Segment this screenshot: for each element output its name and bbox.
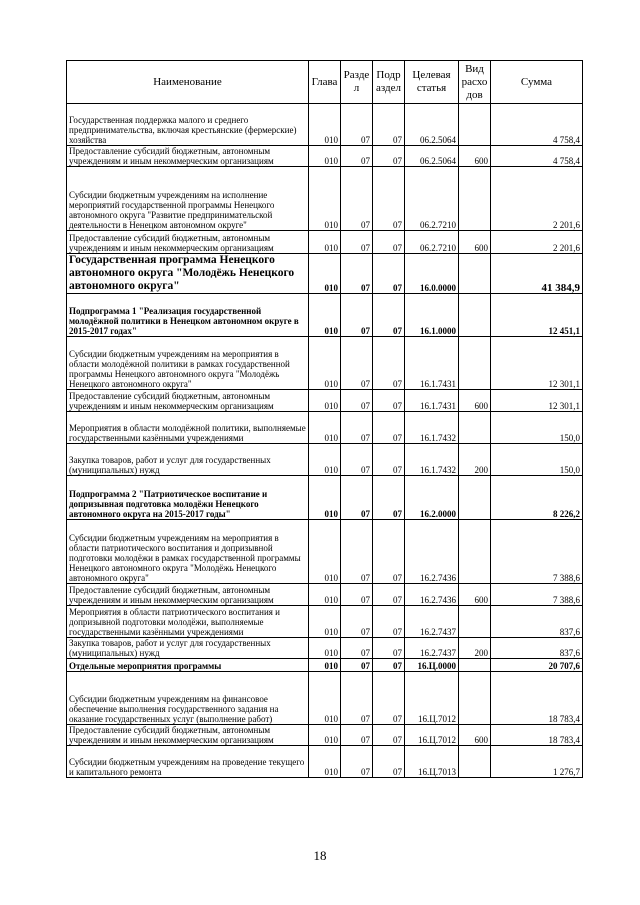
- row-name: Субсидии бюджетным учреждениям на проведение текущего и капитального ремонта: [67, 746, 309, 778]
- row-target: 06.2.5064: [405, 146, 459, 167]
- row-sum: 41 384,9: [491, 254, 583, 294]
- row-name: Подпрограмма 1 "Реализация государственной молодёжной политики в Ненецком автономном округе в 2015-2017 годах": [67, 294, 309, 337]
- row-section: 07: [341, 659, 373, 672]
- budget-table: [66, 60, 583, 778]
- page-number: 18: [313, 848, 327, 863]
- row-section: 07: [341, 672, 373, 725]
- row-target: 16.2.7436: [405, 520, 459, 584]
- row-section: 07: [341, 167, 373, 231]
- row-name: Субсидии бюджетным учреждениям на мероприятия в области патриотического воспитания и допризывной подготовки молодёжи в рамках государственной программы Ненецкого автономного округа "Молодёжь Ненецкого автономного округа": [67, 520, 309, 584]
- row-subsection: 07: [373, 476, 405, 520]
- row-subsection: 07: [373, 254, 405, 294]
- table-header-row: [67, 61, 583, 104]
- row-type: [459, 412, 491, 444]
- row-target: 16.1.7431: [405, 337, 459, 390]
- row-subsection: 07: [373, 606, 405, 638]
- row-type: 600: [459, 231, 491, 254]
- row-section: 07: [341, 390, 373, 412]
- row-section: 07: [341, 520, 373, 584]
- row-target: 16.2.7437: [405, 638, 459, 659]
- row-section: 07: [341, 294, 373, 337]
- table-row: [67, 584, 583, 606]
- table-row: [67, 294, 583, 337]
- row-name: Государственная поддержка малого и среднего предпринимательства, включая крестьянские (фермерские) хозяйства: [67, 104, 309, 146]
- row-type: [459, 606, 491, 638]
- row-section: 07: [341, 444, 373, 476]
- row-target: 16.2.0000: [405, 476, 459, 520]
- row-target: 16.2.7437: [405, 606, 459, 638]
- row-sum: 12 301,1: [491, 390, 583, 412]
- table-row: [67, 104, 583, 146]
- header-section: Разде л: [341, 61, 373, 104]
- row-chapter: 010: [309, 520, 341, 584]
- row-chapter: 010: [309, 337, 341, 390]
- row-chapter: 010: [309, 672, 341, 725]
- table-row: [67, 444, 583, 476]
- row-type: 600: [459, 584, 491, 606]
- row-sum: 4 758,4: [491, 104, 583, 146]
- table-row: [67, 725, 583, 746]
- row-sum: 837,6: [491, 638, 583, 659]
- row-name: Субсидии бюджетным учреждениям на исполнение мероприятий государственной программы Ненецкого автономного округа "Развитие предпринимательской деятельности в Ненецком автономном округе": [67, 167, 309, 231]
- row-type: [459, 294, 491, 337]
- row-name: Предоставление субсидий бюджетным, автономным учреждениям и иным некоммерческим организациям: [67, 725, 309, 746]
- row-type: [459, 337, 491, 390]
- row-name: Подпрограмма 2 "Патриотическое воспитание и допризывная подготовка молодёжи Ненецкого автономного округа на 2015-2017 годы": [67, 476, 309, 520]
- table-row: [67, 638, 583, 659]
- row-type: [459, 746, 491, 778]
- row-chapter: 010: [309, 104, 341, 146]
- row-name: Субсидии бюджетным учреждениям на финансовое обеспечение выполнения государственного задания на оказание государственных услуг (выполнение работ): [67, 672, 309, 725]
- row-sum: 18 783,4: [491, 725, 583, 746]
- row-type: 600: [459, 725, 491, 746]
- table-row: [67, 659, 583, 672]
- table-row: [67, 254, 583, 294]
- row-sum: 7 388,6: [491, 584, 583, 606]
- row-subsection: 07: [373, 672, 405, 725]
- row-section: 07: [341, 606, 373, 638]
- row-subsection: 07: [373, 520, 405, 584]
- row-sum: 837,6: [491, 606, 583, 638]
- row-type: [459, 104, 491, 146]
- row-sum: 8 226,2: [491, 476, 583, 520]
- table-row: [67, 167, 583, 231]
- row-target: 16.1.7432: [405, 412, 459, 444]
- row-target: 16.1.7432: [405, 444, 459, 476]
- row-target: 16.2.7436: [405, 584, 459, 606]
- row-section: 07: [341, 412, 373, 444]
- table-row: [67, 476, 583, 520]
- row-target: 06.2.5064: [405, 104, 459, 146]
- table-row: [67, 520, 583, 584]
- row-chapter: 010: [309, 231, 341, 254]
- row-subsection: 07: [373, 294, 405, 337]
- row-sum: 150,0: [491, 412, 583, 444]
- row-type: 200: [459, 444, 491, 476]
- row-sum: 7 388,6: [491, 520, 583, 584]
- row-name: Мероприятия в области патриотического воспитания и допризывной подготовки молодёжи, выполняемые государственными казёнными учреждениями: [67, 606, 309, 638]
- table-row: [67, 146, 583, 167]
- row-chapter: 010: [309, 444, 341, 476]
- row-subsection: 07: [373, 167, 405, 231]
- row-subsection: 07: [373, 659, 405, 672]
- row-type: [459, 672, 491, 725]
- row-sum: 18 783,4: [491, 672, 583, 725]
- row-subsection: 07: [373, 444, 405, 476]
- row-chapter: 010: [309, 584, 341, 606]
- row-name: Государственная программа Ненецкого автономного округа "Молодёжь Ненецкого автономного округа": [67, 254, 309, 294]
- row-chapter: 010: [309, 746, 341, 778]
- row-section: 07: [341, 231, 373, 254]
- row-subsection: 07: [373, 638, 405, 659]
- row-type: [459, 659, 491, 672]
- row-subsection: 07: [373, 412, 405, 444]
- row-type: 600: [459, 390, 491, 412]
- row-subsection: 07: [373, 146, 405, 167]
- row-chapter: 010: [309, 167, 341, 231]
- row-chapter: 010: [309, 659, 341, 672]
- row-subsection: 07: [373, 390, 405, 412]
- row-section: 07: [341, 337, 373, 390]
- row-sum: 2 201,6: [491, 167, 583, 231]
- row-chapter: 010: [309, 412, 341, 444]
- row-section: 07: [341, 584, 373, 606]
- table-row: [67, 390, 583, 412]
- header-subsection: Подр аздел: [373, 61, 405, 104]
- header-target: Целевая статья: [405, 61, 459, 104]
- row-chapter: 010: [309, 638, 341, 659]
- row-subsection: 07: [373, 746, 405, 778]
- row-chapter: 010: [309, 294, 341, 337]
- row-name: Предоставление субсидий бюджетным, автономным учреждениям и иным некоммерческим организациям: [67, 390, 309, 412]
- row-name: Предоставление субсидий бюджетным, автономным учреждениям и иным некоммерческим организациям: [67, 584, 309, 606]
- table-row: [67, 606, 583, 638]
- table-row: [67, 231, 583, 254]
- row-subsection: 07: [373, 584, 405, 606]
- row-chapter: 010: [309, 476, 341, 520]
- row-target: 16.1.7431: [405, 390, 459, 412]
- row-chapter: 010: [309, 606, 341, 638]
- row-section: 07: [341, 254, 373, 294]
- row-type: 200: [459, 638, 491, 659]
- row-sum: 4 758,4: [491, 146, 583, 167]
- header-sum: Сумма: [491, 61, 583, 104]
- row-sum: 150,0: [491, 444, 583, 476]
- row-section: 07: [341, 146, 373, 167]
- row-subsection: 07: [373, 337, 405, 390]
- row-section: 07: [341, 476, 373, 520]
- row-name: Субсидии бюджетным учреждениям на мероприятия в области молодёжной политики в рамках государственной программы Ненецкого автономного округа "Молодёжь Ненецкого автономного округа": [67, 337, 309, 390]
- header-name: Наименование: [67, 61, 309, 104]
- row-name: Закупка товаров, работ и услуг для государственных (муниципальных) нужд: [67, 638, 309, 659]
- header-type: Вид расхо дов: [459, 61, 491, 104]
- row-chapter: 010: [309, 390, 341, 412]
- row-subsection: 07: [373, 725, 405, 746]
- row-section: 07: [341, 638, 373, 659]
- row-section: 07: [341, 725, 373, 746]
- row-target: 16.0.0000: [405, 254, 459, 294]
- table-row: [67, 746, 583, 778]
- row-target: 06.2.7210: [405, 167, 459, 231]
- row-target: 16.Ц.0000: [405, 659, 459, 672]
- row-type: [459, 520, 491, 584]
- row-sum: 1 276,7: [491, 746, 583, 778]
- table-row: [67, 672, 583, 725]
- row-section: 07: [341, 746, 373, 778]
- row-name: Отдельные мероприятия программы: [67, 659, 309, 672]
- row-type: [459, 167, 491, 231]
- row-sum: 12 451,1: [491, 294, 583, 337]
- row-type: 600: [459, 146, 491, 167]
- row-target: 16.Ц.7013: [405, 746, 459, 778]
- header-chapter: Глава: [309, 61, 341, 104]
- row-subsection: 07: [373, 104, 405, 146]
- row-name: Мероприятия в области молодёжной политики, выполняемые государственными казёнными учреждениями: [67, 412, 309, 444]
- table-row: [67, 337, 583, 390]
- row-name: Закупка товаров, работ и услуг для государственных (муниципальных) нужд: [67, 444, 309, 476]
- row-sum: 12 301,1: [491, 337, 583, 390]
- row-sum: 2 201,6: [491, 231, 583, 254]
- row-target: 16.1.0000: [405, 294, 459, 337]
- row-target: 16.Ц.7012: [405, 725, 459, 746]
- row-name: Предоставление субсидий бюджетным, автономным учреждениям и иным некоммерческим организациям: [67, 231, 309, 254]
- row-name: Предоставление субсидий бюджетным, автономным учреждениям и иным некоммерческим организациям: [67, 146, 309, 167]
- row-chapter: 010: [309, 254, 341, 294]
- row-sum: 20 707,6: [491, 659, 583, 672]
- row-subsection: 07: [373, 231, 405, 254]
- row-type: [459, 254, 491, 294]
- row-target: 06.2.7210: [405, 231, 459, 254]
- row-type: [459, 476, 491, 520]
- table-row: [67, 412, 583, 444]
- row-section: 07: [341, 104, 373, 146]
- row-chapter: 010: [309, 146, 341, 167]
- row-chapter: 010: [309, 725, 341, 746]
- row-target: 16.Ц.7012: [405, 672, 459, 725]
